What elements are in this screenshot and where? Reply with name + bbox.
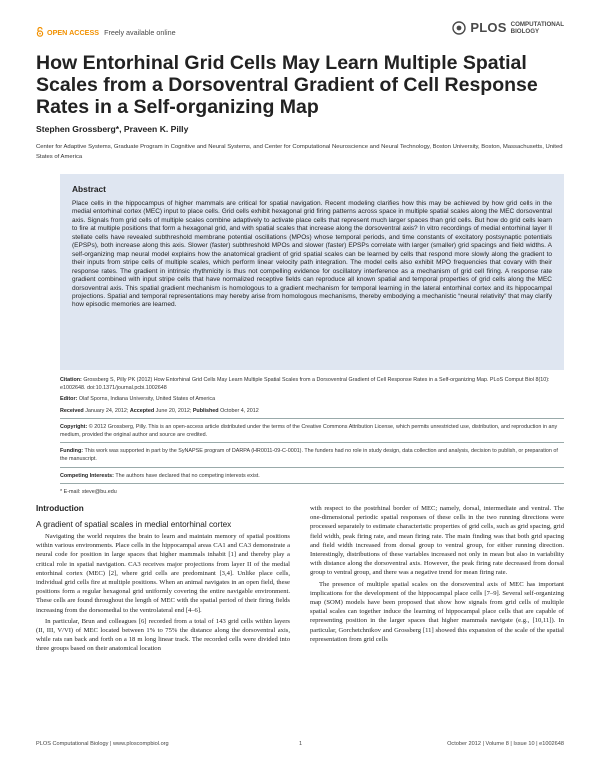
body-paragraph: Navigating the world requires the brain to learn and maintain memory of spatial positions within various environments. Place cells in the hippocampal areas CA1 and CA3 demonstrate a neural code for position in large spaces that higher mammals inhabit [1] and thereby play a critical role in spatial navigation. CA3 receives major projections from layer II of the medial entorhinal cortex (MEC) [2], where grid cells are predominant [3,4]. Unlike place cells, individual grid cells fire at multiple positions. When an animal navigates in an open field, these positions form a regular hexagonal grid uniformly covering the entire navigable environment. These cells are found throughout the length of MEC with the spatial period of their firing fields increasing from the dorsomedial to the ventrolateral end [4–6]. — [36, 533, 290, 614]
competing-interests-label: Competing Interests: — [60, 472, 114, 479]
journal-name — [511, 21, 564, 35]
funding-label: Funding: — [60, 448, 84, 455]
journal-name-line1: COMPUTATIONAL — [510, 20, 564, 28]
abstract-heading: Abstract — [72, 184, 106, 194]
published-date: October 4, 2012 — [220, 407, 259, 414]
metadata-divider — [60, 483, 564, 484]
citation-label: Citation: — [60, 377, 82, 383]
metadata-divider — [60, 442, 564, 443]
plos-logo-icon — [452, 21, 466, 35]
editor-line — [60, 395, 564, 403]
article-title: How Entorhinal Grid Cells May Learn Multiple Spatial Scales from a Dorsoventral Gradient of Cell Response Rates in a Self-organizing Map — [36, 52, 538, 118]
footer-issue: October 2012 | Volume 8 | Issue 10 | e1002648 — [447, 741, 564, 747]
abstract-text: Place cells in the hippocampus of higher mammals are critical for spatial navigation. Recent modeling clarifies how this may be achieved by how grid cells in the medial entorhinal cortex (MEC) input to place cells. Grid cells exhibit hexagonal grid firing patterns across space in multiple spatial scales along the MEC dorsoventral axis. Signals from grid cells of multiple scales combine adaptively to activate place cells that represent much larger spaces than grid cells. But how do grid cells learn to fire at multiple positions that form a hexagonal grid, and with spatial scales that increase along the dorsoventral axis? In vitro recordings of medial entorhinal layer II stellate cells have revealed subthreshold membrane potential oscillations (MPOs) whose temporal periods, and time constants of excitatory postsynaptic potentials (EPSPs), both increase along this axis. Slower (faster) subthreshold MPOs and slower (faster) EPSPs correlate with larger (smaller) grid spacings and field widths. A self-organizing map neural model explains how the anatomical gradient of grid spatial scales can be learned by cells that respond more slowly along the gradient to their inputs from stripe cells of multiple scales, which perform linear velocity path integration. The model cells also exhibit MPO frequencies that covary with their response rates. The gradient in intrinsic rhythmicity is thus not compelling evidence for oscillatory interference as a mechanism of grid cell firing. A response rate gradient combined with input stripe cells that have normalized receptive fields can reproduce all known spatial and temporal properties of grid cells along the MEC dorsoventral axis. This spatial gradient mechanism is homologous to a gradient mechanism for temporal learning in the lateral entorhinal cortex and its hippocampal projections. Spatial and temporal representations may hereby arise from homologous mechanisms, thereby embodying a mechanistic “neural relativity” that may clarify how episodic memories are learned. — [72, 200, 552, 309]
received-label: Received — [60, 407, 84, 414]
accepted-label: Accepted — [129, 407, 155, 414]
article-metadata — [60, 376, 564, 499]
section-subheading: A gradient of spatial scales in medial entorhinal cortex — [36, 520, 232, 529]
editor-label: Editor: — [60, 396, 78, 403]
editor-text: Olaf Sporns, Indiana University, United States of America — [78, 396, 216, 403]
competing-interests-text: The authors have declared that no competing interests exist. — [115, 472, 260, 479]
author-list: Stephen Grossberg*, Praveen K. Pilly — [36, 124, 189, 134]
published-label: Published — [192, 407, 219, 414]
body-column-left — [36, 532, 290, 656]
abstract-box — [60, 174, 564, 370]
received-date: January 24, 2012; — [85, 407, 129, 414]
dates-line — [60, 407, 564, 415]
affiliation: Center for Adaptive Systems, Graduate Program in Cognitive and Neural Systems, and Center for Computational Neuroscience and Neural Technology, Boston University, Boston, Massachusetts, United States of America — [36, 144, 563, 160]
accepted-date: June 20, 2012; — [155, 407, 192, 414]
introduction-heading: Introduction — [36, 504, 84, 513]
citation-line — [60, 376, 564, 392]
email-line: * E-mail: steve@bu.edu — [60, 488, 117, 495]
metadata-divider — [60, 467, 564, 468]
funding-text: This work was supported in part by the SyNAPSE program of DARPA (HR0011-09-C-0001). The funders had no role in study design, data collection and analysis, decision to publish, or preparation of the manuscript. — [60, 448, 558, 463]
copyright-text: © 2012 Grossberg, Pilly. This is an open-access article distributed under the terms of the Creative Commons Attribution License, which permits unrestricted use, distribution, and reproduction in any medium, provided the original author and source are credited. — [60, 423, 558, 439]
footer-journal: PLOS Computational Biology | www.ploscompbiol.org — [36, 741, 169, 747]
metadata-divider — [60, 418, 564, 419]
open-access-banner — [36, 27, 176, 37]
body-paragraph: with respect to the postrhinal border of MEC; namely, dorsal, intermediate and ventral. The one-dimensional periodic spatial responses of these cells in the two running directions were processed separately to estimate characteristic properties of grid cells, such as grid spacing, grid field width, peak firing rate, and mean firing rate. The main finding was that both grid spacing and field width increased from dorsal group to ventral group, for either running direction. Interestingly, distributions of these variables increased not only in mean but also in variability with distance along the dorsoventral axis. However, the peak firing rate decreased from dorsal group to ventral group, and there was a negative trend for mean firing rate. — [310, 505, 564, 577]
page-number: 1 — [299, 741, 303, 747]
copyright-label: Copyright: — [60, 423, 88, 430]
journal-name-line2: BIOLOGY — [510, 27, 540, 35]
citation-text: Grossberg S, Pilly PK (2012) How Entorhinal Grid Cells May Learn Multiple Spatial Scales from a Dorsoventral Gradient of Cell Response Rates in a Self-organizing Map. PLoS Comput Biol 8(10): e1002648. doi:10.1371/journal.pcbi.1002648 — [60, 377, 550, 392]
funding-line — [60, 447, 564, 463]
copyright-line — [60, 423, 564, 439]
free-availability-label: Freely available online — [104, 27, 176, 37]
page-footer — [36, 741, 564, 747]
body-paragraph: In particular, Brun and colleagues [6] recorded from a total of 143 grid cells within layers (II, III, V/VI) of MEC located between 1% to 75% the distance along the dorsoventral axis, while rats ran back and forth on a 18 m long linear track. The recorded cells were divided into three groups based on their anatomical location — [36, 617, 290, 653]
open-access-label: OPEN ACCESS — [47, 27, 100, 37]
open-lock-icon — [36, 27, 44, 37]
journal-logo — [452, 20, 564, 35]
body-column-right — [310, 504, 564, 646]
body-paragraph: The presence of multiple spatial scales on the dorsoventral axis of MEC has important implications for the development of the hippocampal place cells [7–9]. Several self-organizing map (SOM) models have been proposed that show how signals from grid cells of multiple spatial scales can together induce the learning of hippocampal place cells that are capable of representing position in the larger spaces that higher mammals navigate (e.g., [10,11]). In particular, Gorchetchnikov and Grossberg [11] showed this expansion of the scale of the spatial representation from grid cells — [310, 580, 564, 643]
publisher-name: PLOS — [470, 20, 507, 35]
competing-interests-line — [60, 472, 564, 480]
